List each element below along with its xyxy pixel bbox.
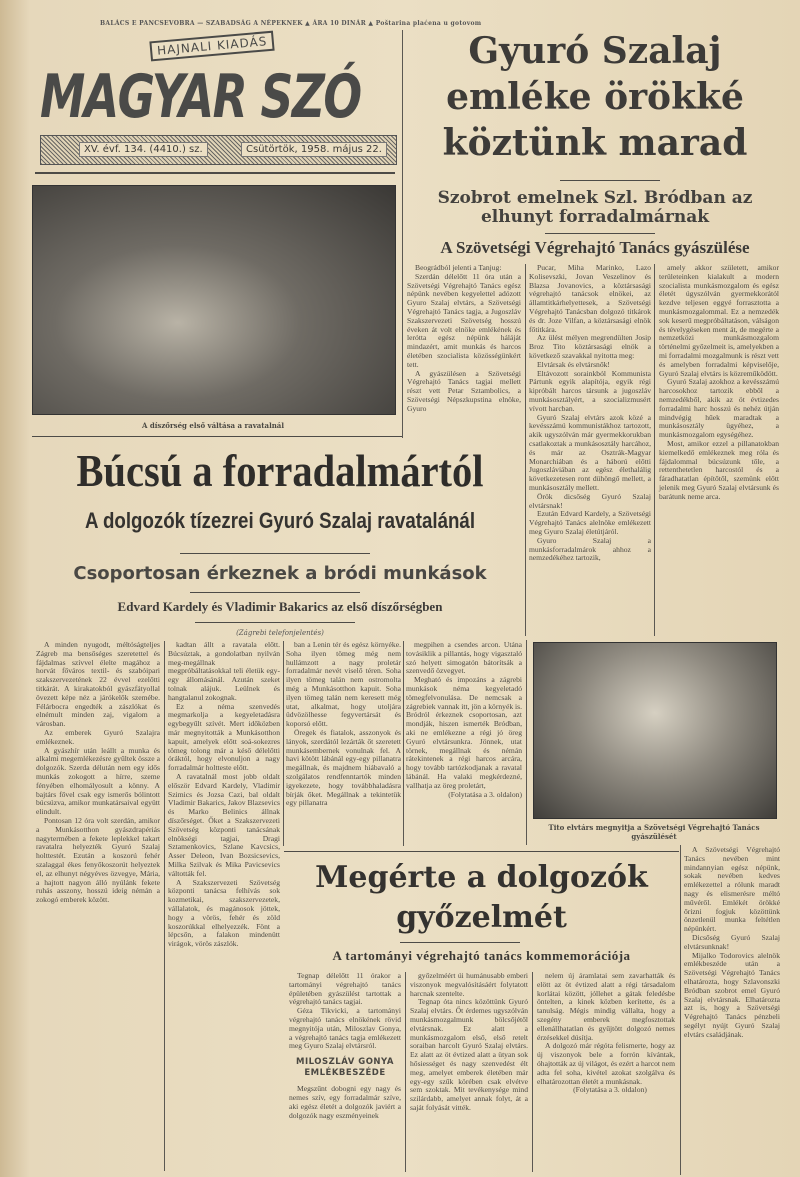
paragraph: Öregek és fiatalok, asszonyok és lányok, szerdától lezárták őt szeretett munkásembernek vonulnak fel. A havi kötött lábánál egy-egy pillanatra megállnak, és majdnem hiábavaló a szolgálatos rendfenntartók minden igyekezete, hogy továbbhaladásra bírják őket. Megállnak a tekintetük egy pillanatra: [286, 727, 401, 808]
issue-date: Csütörtök, 1958. május 22.: [241, 142, 387, 157]
paragraph: Szerdán délelőtt 11 óra után a Szövetségi Végrehajtó Tanács egész népünk nevében kegyelettel adózott Gyuro Szalaj elvtárs, a Szövetségi Végrehajtó Tanács tagja, a Jugoszláv Szakszervezeti Szövetség hosszú éveken át volt elnöke emlékének és lerótta egész népünk háláját mindazért, amit munkás és harcos életében szocialista közösségünkért tett.: [407, 271, 521, 369]
article-column: [168, 641, 280, 949]
paragraph: Most, amikor ezzel a pillanatokban kiemelkedő emlékeznek meg róla és fájdalommal búcsúzunk tőle, a rettenthetetlen harcostól és a fáradhatatlan építőtől, szemünk előtt jelenik meg Gyuró Szalaj elvtársunk és barátunk neme arca.: [659, 438, 779, 501]
edition-stamp: HAJNALI KIADÁS: [149, 31, 275, 62]
masthead-title: MAGYAR SZÓ: [40, 62, 361, 132]
column-divider: [164, 641, 165, 1171]
article-column: [410, 972, 528, 1113]
paragraph: győzelméért úi humánusabb emberi viszonyok megvalósításáért folytatott harcnak szentelte.: [410, 971, 528, 998]
paragraph: Pontosan 12 óra volt szerdán, amikor a Munkásotthon gyászdrapériás nagytermében a fekete leplekkel takart ravatalra helyezték Gyuró Szalaj holttestét. Ezután a koszorú fehér szalaggal ékes fenyőkoszorút helyeztek el, az elhunyt négyéves özvegye, Mária, a hajtott nagyon álló nyúlánk fekete ruhás asszony, hosszú ideig némán a zokogó emberek között.: [36, 815, 160, 905]
divider: [190, 592, 360, 593]
column-divider: [283, 641, 284, 846]
paragraph: nelem új áramlatai sem zavarhatták és elött az öt évtized alatt a régi társadalom korlátai között, jóllehet a gátak feledésbe öntelten, a kinek közben kerítette, és a tanulság. Mégis mindig vállalta, hogy a szegény emberek megfosztottak ellenállhatatlan és gyűjtött dolgozó nemes érzésekkel dúsítja.: [537, 971, 675, 1042]
photo-caption: Tito elvtárs megnyitja a Szövetségi Végrehajtó Tanács gyászülését: [548, 823, 760, 841]
main-subheadline-3: Edvard Kardely és Vladimir Bakarics az első díszőrségben: [117, 599, 443, 614]
column-divider: [526, 640, 527, 845]
box-headline: Megérte a dolgozók győzelmét: [315, 860, 648, 935]
paragraph: Elvtársak és elvtársnők!: [537, 359, 610, 369]
column-divider: [405, 972, 406, 1172]
paragraph: A Szakszervezeti Szövetség központi tanácsa felhívás sok kozmetikai, szakszervezetek, vállalatok, és magánosok jöttek, hogy a vörös, fehér és zöld koszorúkkal elhelyezzék. Fönt a lépcsőn, a falakon mindenütt virágok, vörös zászlók.: [168, 877, 280, 949]
photo-caption: A díszőrség első váltása a ravatalnál: [141, 421, 285, 430]
main-subheadline: A dolgozók tízezrei Gyuró Szalaj ravatalánál: [84, 508, 476, 533]
paragraph: Az emberek Gyuró Szalajra emlékeznek.: [36, 727, 160, 746]
paragraph: Beográdból jelenti a Tanjug:: [415, 263, 502, 272]
divider: [180, 553, 370, 554]
paragraph: megpihen a csendes arcon. Utána továsiklik a pillantás, hogy vigasztaló szó helyett simogatón bátorítsák a szenvedő özvegyet.: [406, 640, 522, 676]
article-column: [659, 264, 779, 502]
divider: [545, 233, 655, 234]
right-subheadline-2: A Szövetségi Végrehajtó Tanács gyászülése: [440, 238, 750, 257]
article-column: [286, 641, 401, 808]
divider: [35, 172, 395, 174]
paragraph: Tegnap délelőtt 11 órakor a tartományi végrehajtó tanács épületében gyászülést tartottak a végrehajtó tanács tagjai.: [289, 971, 401, 1007]
column-divider: [654, 264, 655, 636]
main-headline: Búcsú a forradalmártól: [76, 445, 484, 496]
paragraph: Az ülést mélyen megrendülten Josip Broz Tito köztársasági elnök a következő szavakkal nyitotta meg:: [529, 333, 651, 360]
main-subheadline-2: Csoportosan érkeznek a bródi munkások: [73, 563, 487, 584]
column-divider: [402, 30, 403, 438]
article-column: [407, 264, 521, 414]
paragraph: A dolgozó már régóta felismerte, hogy az új viszonyok bele a forrón kívántak, óhajtották az új világot, és ezért a harcot nem adta fel soha, kivétel azokat szolgálva és elhatározottan életét a munkásnak.: [537, 1041, 675, 1086]
paragraph: A ravatalnál most jobb oldalt először Edvard Kardely, Vladimir Szimics és Jozsa Cazi, bal oldalt Vladimir Bakarics, Jakov Blazsevics és Marko Belinics állnak díszőrséget. Őket a Szakszervezeti Szövetség központi tanácsának elnökségi tagjai, Dragi Sztamenkovics, Szlane Kavcsics, Asser Deleon, Ivan Bozsicsevics, Milka Szilvak és Mika Pavicsevics váltották fel.: [168, 771, 280, 878]
paragraph: Mijalko Todorovics alelnök emlékbeszéde után a Szövetségi Végrehajtó Tanács elhatározta, hogy Szlavonszki Bródban szobrot emel Gyuró Szalaj elvtársnak. Elhatározta azt is, hogy a Szövetségi Végrehajtó Tanács pénzbeli segélyt nyújt Gyuró Szalaj elvtárs családjának.: [684, 950, 780, 1039]
issue-date-band: [40, 135, 397, 165]
paragraph: A Szövetségi Végrehajtó Tanács nevében mint mindannyian egész népünk, sokak nevében kedves emlékezettel a rólunk maradt nagy és elismerésre méltó művéről. Emlékét örökké őrizni fogjuk közöttünk önzetlenül munka feltétlen népünkért.: [684, 845, 780, 934]
paragraph: Tegnap óta nincs közöttünk Gyuró Szalaj elvtárs. Őt érdemes ugyszólván munkásmozgalmunk bölcsőjétől elvtársnak. Ez alatt a munkásmozgalom első, első retelt soraiban harcolt Gyuró Szalaj elvtárs. Ez alatt az öt évtized alatt a ütyan sok hősiességet és nagy szenvedést élt meg, amelyet emberek életében már egy-egy szűk körében csak elvétve sem szoktak. Mit tevékenysége mind szilárdabb, amelyet annak folyt, át a saját folyását vitték.: [410, 997, 528, 1112]
divider: [284, 851, 679, 852]
column-divider: [403, 641, 404, 846]
dateline: (Zágrebi telefonjelentés): [236, 629, 324, 637]
issue-number: XV. évf. 134. (4410.) sz.: [79, 142, 208, 157]
paragraph: amely akkor született, amikor területeinken kialakult a modern szocialista munkásmozgalom és egész életét úgyszólván gyermekkorától kezdve teljesen eggyé forrasztotta a munkásmozgalommal. Ez a nemzedék sok keserű megpróbáltatáson, válságon és tévelygéseken ment át, de megérte a nemzetközi munkásmozgalom történelmi győzelmeit is, amelyekben a mi forradalmi mozgalmunk is részt vett és amelyben forradalmi képviselője, Gyuró Szalaj elvtárs is közreműködött.: [659, 263, 779, 378]
paragraph: Dicsőség Gyuró Szalaj elvtársunknak!: [684, 932, 780, 951]
paragraph: Gyuró Szalaj elvtárs azok közé a kevésszámú kommunistákhoz tartozott, akik ugyszólván már gyermekkorukban csatlakoztak a munkásosztály harcához, és már az Osztrák-Magyar Monarchiában és a háború előtti Jugoszláviában az egész élethalálig következetesen ront dühöngő mellett, a munkásosztály mellett.: [529, 412, 651, 492]
paragraph: Géza Tikvicki, a tartományi végrehajtó tanács elnökének rövid megnyitója után, Miloszlav Gonya, a végrehajtó tanács tagja emlékezett meg Gyuro Szalaj elvtársról.: [289, 1006, 401, 1051]
paragraph: Ezután Edvard Kardely, a Szövetségi Végrehajtó Tanács alelnöke emlékezett meg Gyuro Szalaj életútjáról.: [529, 509, 651, 536]
paragraph: Megszűnt dobogni egy nagy és nemes szív, egy forradalmár szíve, aki egész életét a dolgozók javiért a dolgozók nagy eszményeinek: [289, 1084, 401, 1120]
divider: [400, 942, 520, 943]
article-column: [406, 641, 522, 799]
paragraph: Gyuro Szalaj a munkásforradalmárok ahhoz a nemzedékéhez tartozik,: [529, 535, 651, 563]
divider: [560, 180, 660, 181]
paragraph: ban a Lenin tér és egész környéke. Soha ilyen tömeg még nem hullámzott a nagy proletár forradalmár nevét viselő téren. Soha ilyen tömeg talán nem ostromolta még a Munkásotthon kapuit. Soha ilyen tömeg talán nem keresett még utat, alkalmat, hogy utoljára üdvözölhesse fegyvertársát és koporsó előtt.: [286, 640, 401, 729]
article-column: [36, 641, 160, 905]
box-subheadline: A tartományi végrehajtó tanács kommemorációja: [332, 948, 631, 963]
paragraph: (Folytatása a 3. oldalon): [573, 1085, 647, 1095]
paragraph: kadtan állt a ravatala előtt. Búcsúztak, a gondolatban nyilván meg-megállnak megpróbáltatásokkal teli életük egy-egy állomásánál. Azután szeket tolnak alájuk. Leülnek és hangtalanul zokognak.: [168, 640, 280, 702]
article-column: [529, 264, 651, 563]
divider: [32, 436, 402, 437]
paragraph: A gyászülésen a Szövetségi Végrehajtó Tanács tagjai mellett részt vett Petar Sztambolics, a Szövetségi Népszkupstina elnöke, Gyuro: [407, 368, 521, 413]
column-divider: [532, 972, 533, 1172]
column-divider: [680, 845, 681, 1175]
paragraph: A minden nyugodt, méltóságteljes Zágreb ma bensőséges szeretettel és fájdalmas szívvel élelte magához a horvát főváros textil- és szabóipari szakszervezetének 22 évvel ezelőtti titkárát. A kirakatokból gyászfátyollal övezett képe néz a járókelők szemébe. Félárbocra engedték a zászlókat és elnémult minden zaj, vigalom a városban.: [36, 640, 160, 729]
paragraph: Gyuró Szalaj azokhoz a kevésszámú harcosokhoz tartozik ebből a nemzedékből, akik az öt évtizedes forradalmi harc hosszú és nehéz útján mindvégig hűek maradtak a munkásosztály ügyéhez, a munkásmozgalom egységéhez.: [659, 377, 779, 440]
paragraph: Megható és impozáns a zágrebi munkások néma kegyeletadó tömegfelvonulása. De nemcsak a zágrebiek vannak itt, jön a környék is. Bródról érkeznek csoportosan, azt mondják, hiszen ismerték Bródban, aki ne emlékezne a régi jó öreg Gyuró elvtársunkra. Jönnek, utat törnek, megállnak és némán rátekintenek a régi harcos arcára, hogy tovább tartózkodjanak a ravatal lábánál. Ha valaki megkérdezné, vallhatja az öreg proletárt,: [406, 675, 522, 790]
article-column: [289, 972, 401, 1120]
paragraph: Ez a néma szenvedés megmarkolja a kegyeletadásra egybegyűlt szívét. Mert időközben már megnyitották a Munkásotthon kapuit, amelyek előtt soá-sokezres tömeg tolong már a késő délelőtti óráktól, hogy elvonuljon a nagy forradalmár holtteste előtt.: [168, 701, 280, 773]
right-headline: Gyuró Szalaj emléke örökké köztünk marad: [442, 30, 748, 164]
paragraph: Eltávozott sorainkból Kommunista Pártunk egyik alapítója, egyik régi kipróbált harcos társunk a jugoszláv munkásosztályért, a szocializmusért vívott harcban.: [529, 368, 651, 413]
article-column: [684, 846, 780, 1040]
article-column: [537, 972, 675, 1095]
paragraph: Pucar, Miha Marinko, Lazo Kolisevszki, Jovan Veszelinov és Blazsa Jovanovics, a köztársasági végrehajtó tanácsok elnökei, az államtitkárhelyettesek, a Szövetségi Végrehajtó Tanácsban dolgozó titkárok és dr. Joze Vilfan, a köztársasági elnök főtitkára.: [529, 263, 651, 334]
masthead-top-line: BALÁCS E PANCSEVOBRA — SZABADSÁG A NÉPEKNEK ▲ ÁRA 10 DINÁR ▲ Poštarina plaćena u gotovom: [100, 20, 482, 27]
council-meeting-photo: [533, 642, 777, 819]
paragraph: A gyászhír után leállt a munka és alkalmi megemlékezésre gyűltek össze a dolgozók. Szerda délután nem egy idős munkás zokogott a hírre, szeme fényében elhomályosult a könny. A bajtárs fővel csak egy ismerős bólintott búcsúzva, amikor munkatársaival együtt elindult.: [36, 745, 160, 817]
section-subhead: MILOSZLÁV GONYA EMLÉKBESZÉDE: [296, 1057, 394, 1079]
divider: [195, 622, 355, 623]
right-subheadline: Szobrot emelnek Szl. Bródban az elhunyt forradalmárnak: [437, 188, 753, 227]
funeral-photo: [32, 185, 396, 415]
paragraph: Örök dicsőség Gyuró Szalaj elvtársnak!: [529, 491, 651, 510]
paragraph: (Folytatása a 3. oldalon): [448, 789, 522, 799]
